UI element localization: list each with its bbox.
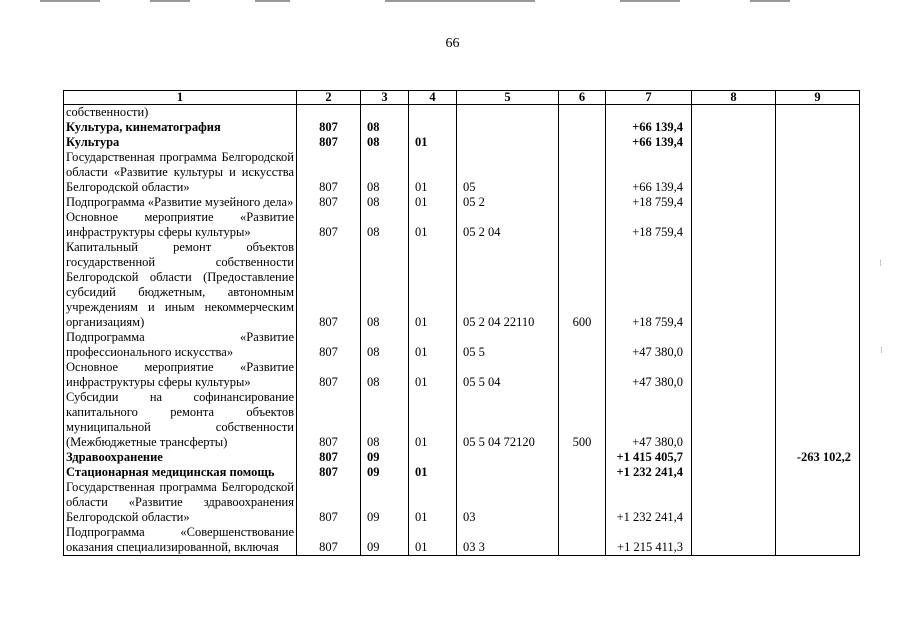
- subsection-cell: 01: [409, 135, 457, 150]
- section-cell: 08: [361, 390, 409, 450]
- table-row: [64, 330, 860, 360]
- table-row: [64, 465, 860, 480]
- table-row: [64, 450, 860, 465]
- code-cell: 807: [297, 330, 361, 360]
- col8-cell: [692, 195, 776, 210]
- col8-cell: [692, 390, 776, 450]
- amount-cell: +18 759,4: [606, 240, 692, 330]
- table-row: [64, 150, 860, 195]
- col8-cell: [692, 450, 776, 465]
- col9-cell: [776, 360, 860, 390]
- amount-cell: +1 232 241,4: [606, 480, 692, 525]
- col9-cell: [776, 240, 860, 330]
- code-cell: 807: [297, 360, 361, 390]
- amount-cell: +66 139,4: [606, 150, 692, 195]
- col8-cell: [692, 120, 776, 135]
- subsection-cell: 01: [409, 150, 457, 195]
- target-article-cell: 05 2 04 22110: [457, 240, 559, 330]
- column-header-2: 2: [297, 91, 361, 105]
- scan-speck: ⁝: [880, 345, 883, 355]
- target-article-cell: [457, 105, 559, 121]
- section-cell: 08: [361, 360, 409, 390]
- name-cell: Государственная программа Белгородской области «Развитие здравоохранения Белгородской области»: [64, 480, 297, 525]
- section-cell: 09: [361, 450, 409, 465]
- col8-cell: [692, 240, 776, 330]
- column-header-6: 6: [559, 91, 606, 105]
- table-row: [64, 480, 860, 525]
- target-article-cell: 03 3: [457, 525, 559, 556]
- expense-type-cell: [559, 450, 606, 465]
- code-cell: 807: [297, 480, 361, 525]
- scan-mark: [750, 0, 790, 2]
- col9-cell: [776, 135, 860, 150]
- table-row: [64, 135, 860, 150]
- expense-type-cell: 500: [559, 390, 606, 450]
- target-article-cell: [457, 135, 559, 150]
- section-cell: 08: [361, 120, 409, 135]
- col9-cell: [776, 390, 860, 450]
- table-header: [64, 91, 860, 105]
- col9-cell: [776, 525, 860, 556]
- scan-speck: ⁝: [879, 258, 882, 268]
- code-cell: 807: [297, 450, 361, 465]
- column-header-1: 1: [64, 91, 297, 105]
- section-cell: 08: [361, 330, 409, 360]
- subsection-cell: 01: [409, 240, 457, 330]
- col9-cell: [776, 120, 860, 135]
- target-article-cell: 05 2 04: [457, 210, 559, 240]
- table-row: [64, 210, 860, 240]
- code-cell: 807: [297, 465, 361, 480]
- code-cell: 807: [297, 135, 361, 150]
- section-cell: 09: [361, 465, 409, 480]
- section-cell: 08: [361, 135, 409, 150]
- subsection-cell: 01: [409, 390, 457, 450]
- section-cell: 08: [361, 150, 409, 195]
- name-cell: Здравоохранение: [64, 450, 297, 465]
- expense-type-cell: [559, 465, 606, 480]
- name-cell: Основное мероприятие «Развитие инфраструктуры сферы культуры»: [64, 360, 297, 390]
- name-cell: Культура, кинематография: [64, 120, 297, 135]
- col9-cell: [776, 210, 860, 240]
- expense-type-cell: [559, 525, 606, 556]
- name-cell: Стационарная медицинская помощь: [64, 465, 297, 480]
- expense-type-cell: [559, 150, 606, 195]
- scan-mark: [40, 0, 100, 2]
- name-cell: Субсидии на софинансирование капитального ремонта объектов муниципальной собственности (Межбюджетные трансферты): [64, 390, 297, 450]
- expense-type-cell: [559, 195, 606, 210]
- column-header-9: 9: [776, 91, 860, 105]
- scan-mark: [255, 0, 290, 2]
- amount-cell: +1 415 405,7: [606, 450, 692, 465]
- amount-cell: +47 380,0: [606, 360, 692, 390]
- column-header-4: 4: [409, 91, 457, 105]
- target-article-cell: 05 5: [457, 330, 559, 360]
- target-article-cell: 03: [457, 480, 559, 525]
- col9-cell: [776, 150, 860, 195]
- subsection-cell: 01: [409, 360, 457, 390]
- subsection-cell: 01: [409, 210, 457, 240]
- table-row: [64, 240, 860, 330]
- section-cell: 08: [361, 195, 409, 210]
- budget-table: [63, 90, 860, 556]
- code-cell: 807: [297, 525, 361, 556]
- subsection-cell: 01: [409, 330, 457, 360]
- name-cell: Основное мероприятие «Развитие инфраструктуры сферы культуры»: [64, 210, 297, 240]
- col8-cell: [692, 105, 776, 121]
- subsection-cell: [409, 105, 457, 121]
- name-cell: Подпрограмма «Совершенствование оказания специализированной, включая: [64, 525, 297, 556]
- subsection-cell: [409, 120, 457, 135]
- code-cell: 807: [297, 210, 361, 240]
- col8-cell: [692, 150, 776, 195]
- amount-cell: +66 139,4: [606, 120, 692, 135]
- target-article-cell: [457, 465, 559, 480]
- col9-cell: [776, 330, 860, 360]
- section-cell: 09: [361, 480, 409, 525]
- expense-type-cell: [559, 120, 606, 135]
- subsection-cell: 01: [409, 525, 457, 556]
- expense-type-cell: [559, 360, 606, 390]
- subsection-cell: 01: [409, 480, 457, 525]
- expense-type-cell: [559, 480, 606, 525]
- subsection-cell: [409, 450, 457, 465]
- amount-cell: +18 759,4: [606, 195, 692, 210]
- table-row: [64, 195, 860, 210]
- code-cell: 807: [297, 240, 361, 330]
- col9-cell: [776, 105, 860, 121]
- name-cell: Капитальный ремонт объектов государственной собственности Белгородской области (Предоставление субсидий бюджетным, автономным учреждениям и иным некоммерческим организациям): [64, 240, 297, 330]
- expense-type-cell: 600: [559, 240, 606, 330]
- code-cell: 807: [297, 195, 361, 210]
- col8-cell: [692, 525, 776, 556]
- amount-cell: +18 759,4: [606, 210, 692, 240]
- amount-cell: +1 232 241,4: [606, 465, 692, 480]
- col8-cell: [692, 330, 776, 360]
- code-cell: 807: [297, 150, 361, 195]
- code-cell: [297, 105, 361, 121]
- col8-cell: [692, 360, 776, 390]
- col8-cell: [692, 210, 776, 240]
- amount-cell: [606, 105, 692, 121]
- target-article-cell: 05 5 04 72120: [457, 390, 559, 450]
- section-cell: 08: [361, 240, 409, 330]
- table-row: [64, 105, 860, 121]
- expense-type-cell: [559, 135, 606, 150]
- target-article-cell: [457, 120, 559, 135]
- subsection-cell: 01: [409, 465, 457, 480]
- target-article-cell: [457, 450, 559, 465]
- scan-mark: [620, 0, 680, 2]
- section-cell: 09: [361, 525, 409, 556]
- amount-cell: +47 380,0: [606, 330, 692, 360]
- col8-cell: [692, 465, 776, 480]
- table-body: [64, 105, 860, 556]
- name-cell: Подпрограмма «Развитие музейного дела»: [64, 195, 297, 210]
- code-cell: 807: [297, 120, 361, 135]
- name-cell: Государственная программа Белгородской области «Развитие культуры и искусства Белгородской области»: [64, 150, 297, 195]
- col8-cell: [692, 135, 776, 150]
- page-number: 66: [445, 36, 460, 51]
- expense-type-cell: [559, 330, 606, 360]
- subsection-cell: 01: [409, 195, 457, 210]
- target-article-cell: 05: [457, 150, 559, 195]
- expense-type-cell: [559, 210, 606, 240]
- amount-cell: +47 380,0: [606, 390, 692, 450]
- amount-cell: +1 215 411,3: [606, 525, 692, 556]
- col8-cell: [692, 480, 776, 525]
- col9-cell: [776, 465, 860, 480]
- column-header-8: 8: [692, 91, 776, 105]
- column-header-3: 3: [361, 91, 409, 105]
- column-header-5: 5: [457, 91, 559, 105]
- column-header-7: 7: [606, 91, 692, 105]
- target-article-cell: 05 2: [457, 195, 559, 210]
- col9-cell: [776, 195, 860, 210]
- amount-cell: +66 139,4: [606, 135, 692, 150]
- name-cell: собственности): [64, 105, 297, 121]
- name-cell: Подпрограмма «Развитие профессионального искусства»: [64, 330, 297, 360]
- name-cell: Культура: [64, 135, 297, 150]
- section-cell: 08: [361, 210, 409, 240]
- expense-type-cell: [559, 105, 606, 121]
- table-row: [64, 120, 860, 135]
- table-row: [64, 390, 860, 450]
- target-article-cell: 05 5 04: [457, 360, 559, 390]
- col9-cell: -263 102,2: [776, 450, 860, 465]
- col9-cell: [776, 480, 860, 525]
- table-row: [64, 360, 860, 390]
- scan-mark: [150, 0, 190, 2]
- scan-mark: [385, 0, 535, 2]
- code-cell: 807: [297, 390, 361, 450]
- section-cell: [361, 105, 409, 121]
- table-row: [64, 525, 860, 556]
